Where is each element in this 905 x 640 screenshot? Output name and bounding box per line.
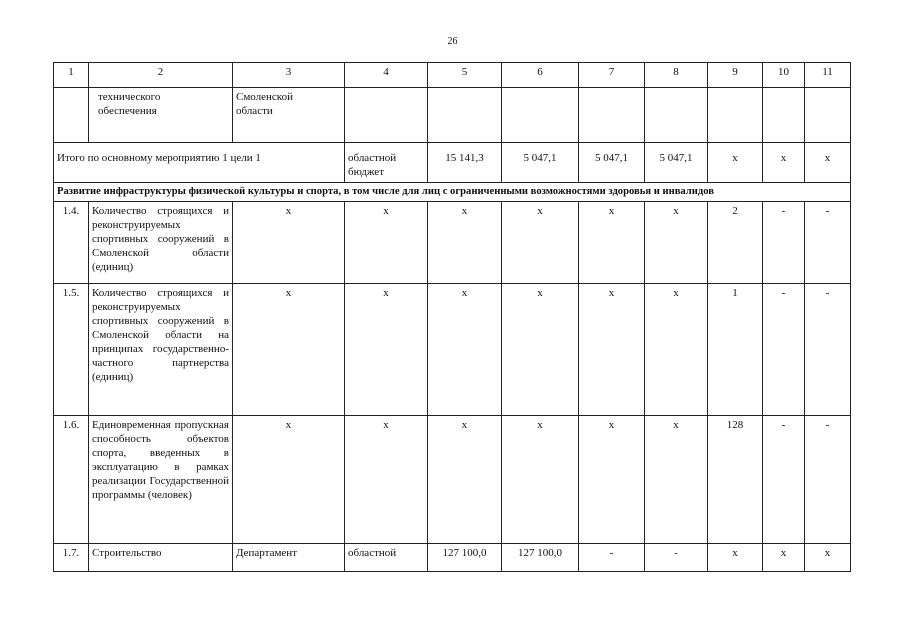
table-cell: х [645,284,708,416]
column-header: 3 [233,63,345,88]
table-cell: - [805,202,851,284]
table-cell: х [805,544,851,572]
column-header: 10 [763,63,805,88]
table-cell: - [645,544,708,572]
table-row [54,284,851,416]
table-cell: х [579,416,645,544]
column-header: 8 [645,63,708,88]
column-header: 1 [54,63,89,88]
table-cell: х [763,143,805,183]
table-cell: областной бюджет [345,143,428,183]
table-cell [502,88,579,143]
table-cell: 127 100,0 [502,544,579,572]
table-cell: 127 100,0 [428,544,502,572]
table-cell: - [763,284,805,416]
table-cell: - [805,284,851,416]
table-cell [708,88,763,143]
table-cell: х [708,143,763,183]
table-cell: технического обеспечения [89,88,233,143]
table-cell [763,88,805,143]
table-cell [805,88,851,143]
table-row [54,544,851,572]
row-name: Количество строящихся и реконструируемых спортивных сооружений в Смоленской области (единиц) [89,202,233,284]
table-cell: х [502,284,579,416]
total-label: Итого по основному мероприятию 1 цели 1 [54,143,345,183]
table-cell: х [233,284,345,416]
table-row [54,416,851,544]
section-title: Развитие инфраструктуры физической культуры и спорта, в том числе для лиц с ограниченными возможностями здоровья и инвалидов [54,183,851,202]
table-cell: 5 047,1 [645,143,708,183]
table-cell: х [428,284,502,416]
table-cell: х [708,544,763,572]
table-cell [645,88,708,143]
column-header: 5 [428,63,502,88]
row-number: 1.5. [54,284,89,416]
table-cell: х [579,284,645,416]
table-cell: х [502,416,579,544]
table-cell: - [763,202,805,284]
column-header: 6 [502,63,579,88]
table-cell: х [579,202,645,284]
column-header: 7 [579,63,645,88]
row-number: 1.4. [54,202,89,284]
row-name: Единовременная пропускная способность объектов спорта, введенных в эксплуатацию в рамках реализации Государственной программы (человек) [89,416,233,544]
table-header-row [54,63,851,88]
column-header: 9 [708,63,763,88]
table-cell: 2 [708,202,763,284]
table-cell: - [579,544,645,572]
column-header: 11 [805,63,851,88]
program-table [53,62,851,572]
table-cell [54,88,89,143]
table-cell: х [428,416,502,544]
table-cell: х [763,544,805,572]
row-number: 1.7. [54,544,89,572]
page-number: 26 [447,36,458,47]
table-cell: х [645,202,708,284]
table-cell: х [805,143,851,183]
row-number: 1.6. [54,416,89,544]
table-cell: - [805,416,851,544]
table-cell [345,88,428,143]
column-header: 4 [345,63,428,88]
table-cell: - [763,416,805,544]
table-cell: х [345,284,428,416]
table-cell: 128 [708,416,763,544]
row-name: Строительство [89,544,233,572]
table-cell: х [428,202,502,284]
table-cell [579,88,645,143]
table-cell: х [345,416,428,544]
table-cell: Смоленской области [233,88,345,143]
table-cell: 5 047,1 [579,143,645,183]
table-cell [428,88,502,143]
table-cell: областной [345,544,428,572]
table-row-continuation [54,88,851,143]
row-name: Количество строящихся и реконструируемых спортивных сооружений в Смоленской области на принципах государственно-частного партнерства (единиц) [89,284,233,416]
table-cell: х [233,202,345,284]
table-cell: Департамент [233,544,345,572]
table-row [54,202,851,284]
table-cell: 1 [708,284,763,416]
table-cell: х [233,416,345,544]
table-cell: х [502,202,579,284]
table-cell: 5 047,1 [502,143,579,183]
section-row [54,183,851,202]
table-row-total [54,143,851,183]
table-cell: х [645,416,708,544]
table-cell: 15 141,3 [428,143,502,183]
column-header: 2 [89,63,233,88]
table-cell: х [345,202,428,284]
